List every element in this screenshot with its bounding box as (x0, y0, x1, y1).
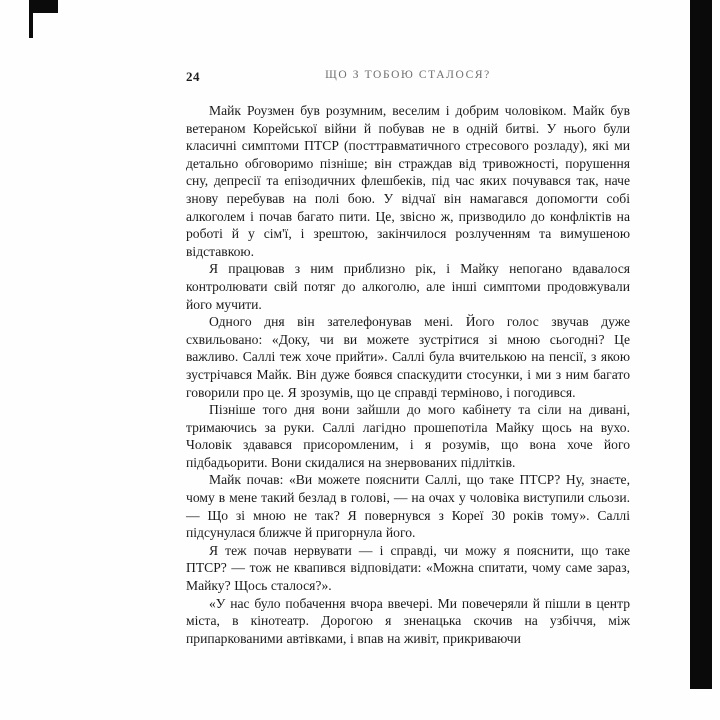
scan-artifact-right-edge (690, 0, 712, 689)
page-number: 24 (186, 69, 200, 84)
paragraph: Я працював з ним приблизно рік, і Майку непогано вдавалося контролювати свій потяг до алкоголю, але інші симптоми продовжували його мучити. (186, 261, 630, 312)
page-header (186, 69, 630, 85)
scan-artifact-top-left (29, 0, 58, 13)
running-header-title: ЩО З ТОБОЮ СТАЛОСЯ? (325, 69, 491, 81)
paragraph: Одного дня він зателефонував мені. Його голос звучав дуже схвильовано: «Доку, чи ви можете зустрітися зі мною сьогодні? Це важливо. Саллі теж хоче прийти». Саллі була вчителькою на пенсії, з якою зустрічався Майк. Він дуже боявся спаскудити стосунки, і ми з ним багато говорили про це. Я зрозумів, що це справді терміново, і погодився. (186, 314, 630, 400)
body-text (186, 102, 630, 647)
page-content (186, 69, 630, 647)
scan-artifact-left-edge (29, 0, 33, 38)
paragraph: Я теж почав нервувати — і справді, чи можу я пояснити, що таке ПТСР? — тож не квапився відповідати: «Можна спитати, чому саме зараз, Майку? Щось сталося?». (186, 542, 630, 594)
paragraph: Пізніше того дня вони зайшли до мого кабінету та сіли на дивані, тримаючись за руки. Саллі лагідно прошепотіла Майку щось на вухо. Чоловік здавався присоромленим, і я розумів, що вона хоче його підбадьорити. Вони скидалися на знервованих підлітків. (186, 402, 630, 470)
paragraph: «У нас було побачення вчора ввечері. Ми повечеряли й пішли в центр міста, в кінотеатр. Дорогою я зненацька скочив на узбіччя, між припаркованими автівками, і впав на живіт, прикриваючи (186, 595, 630, 646)
paragraph: Майк почав: «Ви можете пояснити Саллі, що таке ПТСР? Ну, знаєте, чому в мене такий безлад в голові, — на очах у чоловіка виступили сльози. — Що зі мною не так? Я повернувся з Кореї 30 років тому». Саллі підсунулася ближче й пригорнула його. (186, 472, 630, 541)
paragraph: Майк Роузмен був розумним, веселим і добрим чоловіком. Майк був ветераном Корейської війни й побував не в одній битві. У нього були класичні симптоми ПТСР (посттравматичного стресового розладу), які ми детально обговоримо пізніше; він страждав від тривожності, порушення сну, депресії та епізодичних флешбеків, під час яких почувався так, наче знову перебував на полі бою. У відчаї він намагався допомогти собі алкоголем і почав багато пити. Це, звісно ж, призводило до конфліктів на роботі й у сім'ї, і зрештою, закінчилося розлученням та вимушеною відставкою. (186, 103, 630, 259)
